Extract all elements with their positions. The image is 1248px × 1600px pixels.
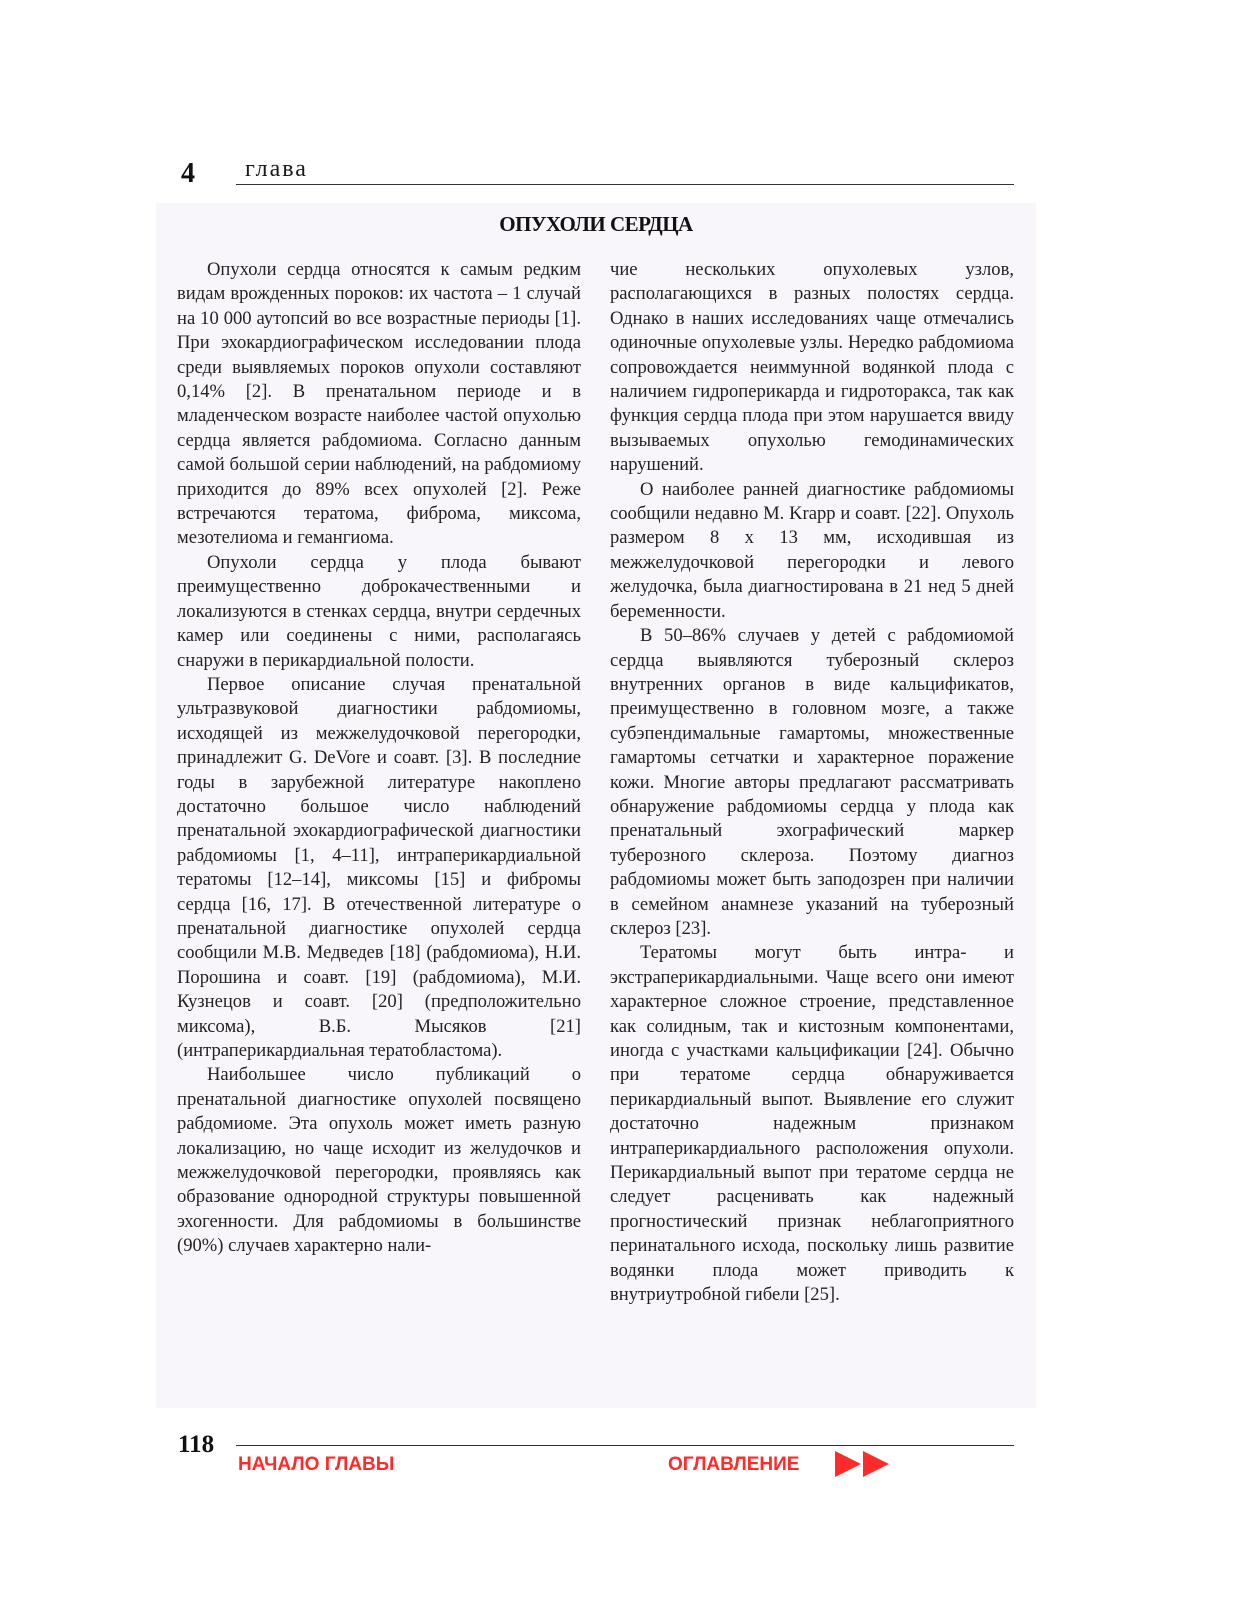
paragraph: Наибольшее число публикаций о пренатальной диагностике опухолей посвящено рабдомиоме. Эта опухоль может иметь разную локализацию, но чаще исходит из желудочков и межжелудочковой перегородки, проявляясь как образование однородной структуры повышенной эхогенности. Для рабдомиомы в большинстве (90%) случаев характерно нали- xyxy=(177,1064,581,1257)
article-title: ОПУХОЛИ СЕРДЦА xyxy=(499,212,693,236)
footer-rule xyxy=(236,1445,1014,1446)
paragraph: чие нескольких опухолевых узлов, располагающихся в разных полостях сердца. Однако в наших исследованиях чаще отмечались одиночные опухолевые узлы. Нередко рабдомиома сопровождается неиммунной водянкой плода с наличием гидроперикарда и гидроторакса, так как функция сердца плода при этом нарушается ввиду вызываемых опухолью гемодинамических нарушений. xyxy=(610,259,1014,476)
paragraph: Опухоли сердца относятся к самым редким видам врожденных пороков: их частота – 1 случай на 10 000 аутопсий во все возрастные периоды [1]. При эхокардиографическом исследовании плода среди выявляемых пороков опухоли составляют 0,14% [2]. В пренатальном периоде и в младенческом возрасте наиболее частой опухолью сердца является рабдомиома. Согласно данным самой большой серии наблюдений, на рабдомиому приходится до 89% всех опухолей [2]. Реже встречаются тератома, фиброма, миксома, мезотелиома и гемангиома. xyxy=(177,259,581,549)
paragraph: О наиболее ранней диагностике рабдомиомы сообщили недавно M. Krapp и соавт. [22]. Опухоль размером 8 x 13 мм, исходившая из межжелудочковой перегородки и левого желудочка, была диагностирована в 21 нед 5 дней беременности. xyxy=(610,478,1014,622)
page-number: 118 xyxy=(178,1431,215,1458)
chapter-label: глава xyxy=(245,156,308,182)
paragraph: Первое описание случая пренатальной ультразвуковой диагностики рабдомиомы, исходящей из межжелудочковой перегородки, принадлежит G. DeVore и соавт. [3]. В последние годы в зарубежной литературе накоплено достаточно большое число наблюдений пренатальной эхокардиографической диагностики рабдомиомы [1, 4–11], интраперикардиальной тератомы [12–14], миксомы [15] и фибромы сердца [16, 17]. В отечественной литературе о пренатальной диагностике опухолей сердца сообщили М.В. Медведев [18] (рабдомиома), Н.И. Порошина и соавт. [19] (рабдомиома), М.И. Кузнецов и соавт. [20] (предположительно миксома), В.Б. Мысяков [21] (интраперикардиальная тератобластома). xyxy=(177,673,581,1061)
header-rule xyxy=(236,184,1014,185)
double-triangle-forward-icon[interactable] xyxy=(835,1450,891,1478)
chapter-number: 4 xyxy=(181,158,195,189)
paragraph: Опухоли сердца у плода бывают преимущественно доброкачественными и локализуются в стенках сердца, внутри сердечных камер или соединены с ними, располагаясь снаружи в перикардиальной полости. xyxy=(177,551,581,671)
chapter-start-link[interactable]: НАЧАЛО ГЛАВЫ xyxy=(238,1454,395,1475)
left-column xyxy=(177,258,581,1259)
paragraph: В 50–86% случаев у детей с рабдомиомой сердца выявляются туберозный склероз внутренних органов в виде кальцификатов, преимущественно в головном мозге, а также субэпендимальные гамартомы, множественные гамартомы сетчатки и характерное поражение кожи. Многие авторы предлагают рассматривать обнаружение рабдомиомы сердца у плода как пренатальный эхографический маркер туберозного склероза. Поэтому диагноз рабдомиомы может быть заподозрен при наличии в семейном анамнезе указаний на туберозный склероз [23]. xyxy=(610,625,1014,939)
right-column xyxy=(610,258,1014,1307)
paragraph: Тератомы могут быть интра- и экстраперикардиальными. Чаще всего они имеют характерное сложное строение, представленное как солидным, так и кистозным компонентами, иногда с участками кальцификации [24]. Обычно при тератоме сердца обнаруживается перикардиальный выпот. Выявление его служит достаточно надежным признаком интраперикардиального расположения опухоли. Перикардиальный выпот при тератоме сердца не следует расценивать как надежный прогностический признак неблагоприятного перинатального исхода, поскольку лишь развитие водянки плода может приводить к внутриутробной гибели [25]. xyxy=(610,942,1014,1306)
table-of-contents-link[interactable]: ОГЛАВЛЕНИЕ xyxy=(668,1454,800,1475)
